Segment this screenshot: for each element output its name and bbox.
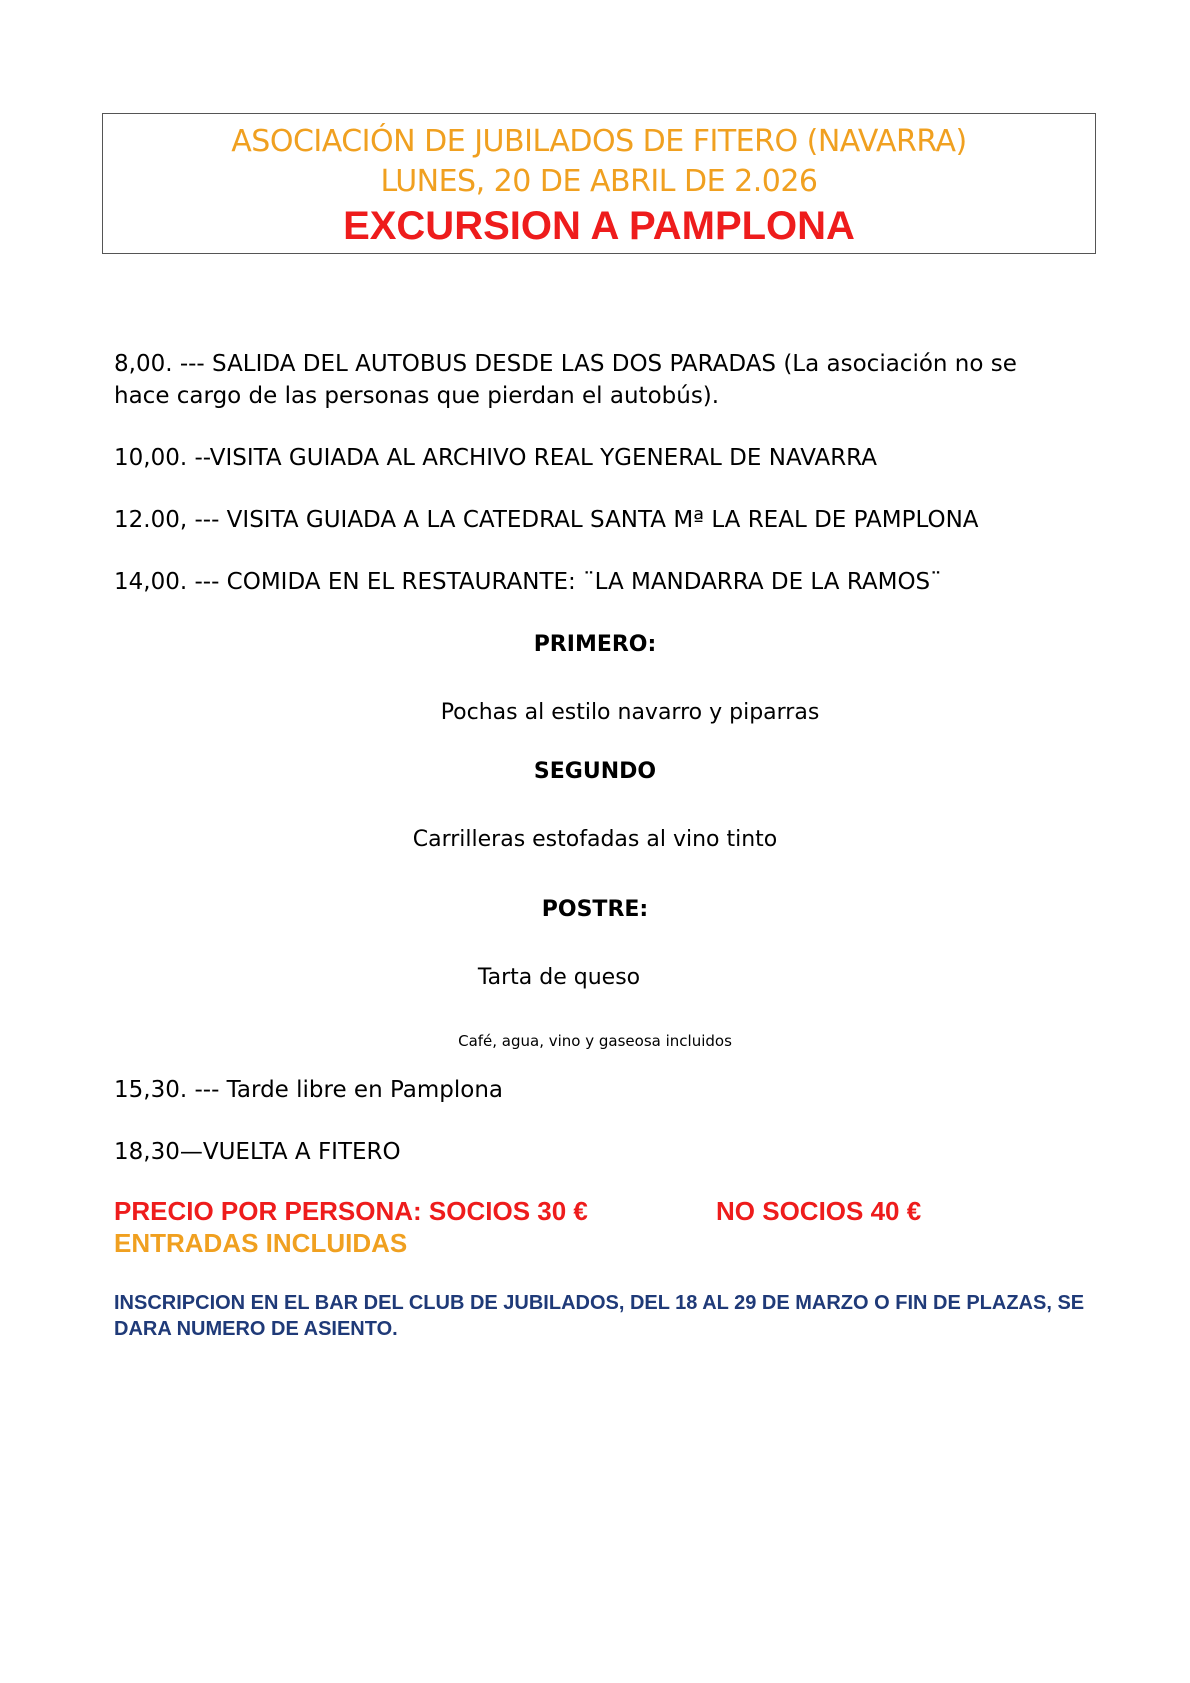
members-price: PRECIO POR PERSONA: SOCIOS 30 € <box>114 1196 588 1226</box>
schedule-item-free-afternoon: 15,30. --- Tarde libre en Pamplona <box>114 1077 504 1103</box>
excursion-date: LUNES, 20 DE ABRIL DE 2.026 <box>380 164 818 199</box>
menu-second-dish: Carrilleras estofadas al vino tinto <box>412 827 778 852</box>
schedule-item-archive-visit: 10,00. --VISITA GUIADA AL ARCHIVO REAL YGENERAL DE NAVARRA <box>114 445 877 471</box>
schedule-item-return: 18,30—VUELTA A FITERO <box>114 1139 401 1165</box>
organization-name: ASOCIACIÓN DE JUBILADOS DE FITERO (NAVARRA) <box>231 124 967 159</box>
drinks-included-note: Café, agua, vino y gaseosa incluidos <box>458 1032 732 1050</box>
page-title: EXCURSION A PAMPLONA <box>343 204 855 248</box>
schedule-item-cathedral-visit: 12.00, --- VISITA GUIADA A LA CATEDRAL SANTA Mª LA REAL DE PAMPLONA <box>114 507 979 533</box>
inscription-info: INSCRIPCION EN EL BAR DEL CLUB DE JUBILADOS, DEL 18 AL 29 DE MARZO O FIN DE PLAZAS, SE DARA NUMERO DE ASIENTO. <box>114 1292 1085 1340</box>
header-box <box>102 113 1096 254</box>
menu-dessert-dish: Tarta de queso <box>477 965 641 990</box>
menu-second-heading: SEGUNDO <box>533 759 657 784</box>
schedule-item-lunch: 14,00. --- COMIDA EN EL RESTAURANTE: ¨LA MANDARRA DE LA RAMOS¨ <box>114 569 942 595</box>
menu-first-heading: PRIMERO: <box>533 632 657 657</box>
menu-dessert-heading: POSTRE: <box>541 897 649 922</box>
schedule-item-departure: 8,00. --- SALIDA DEL AUTOBUS DESDE LAS DOS PARADAS (La asociación no se hace cargo de las personas que pierdan el autobús). <box>114 351 1017 409</box>
tickets-included: ENTRADAS INCLUIDAS <box>114 1228 408 1258</box>
non-members-price: NO SOCIOS 40 € <box>716 1196 922 1226</box>
menu-first-dish: Pochas al estilo navarro y piparras <box>440 700 820 725</box>
